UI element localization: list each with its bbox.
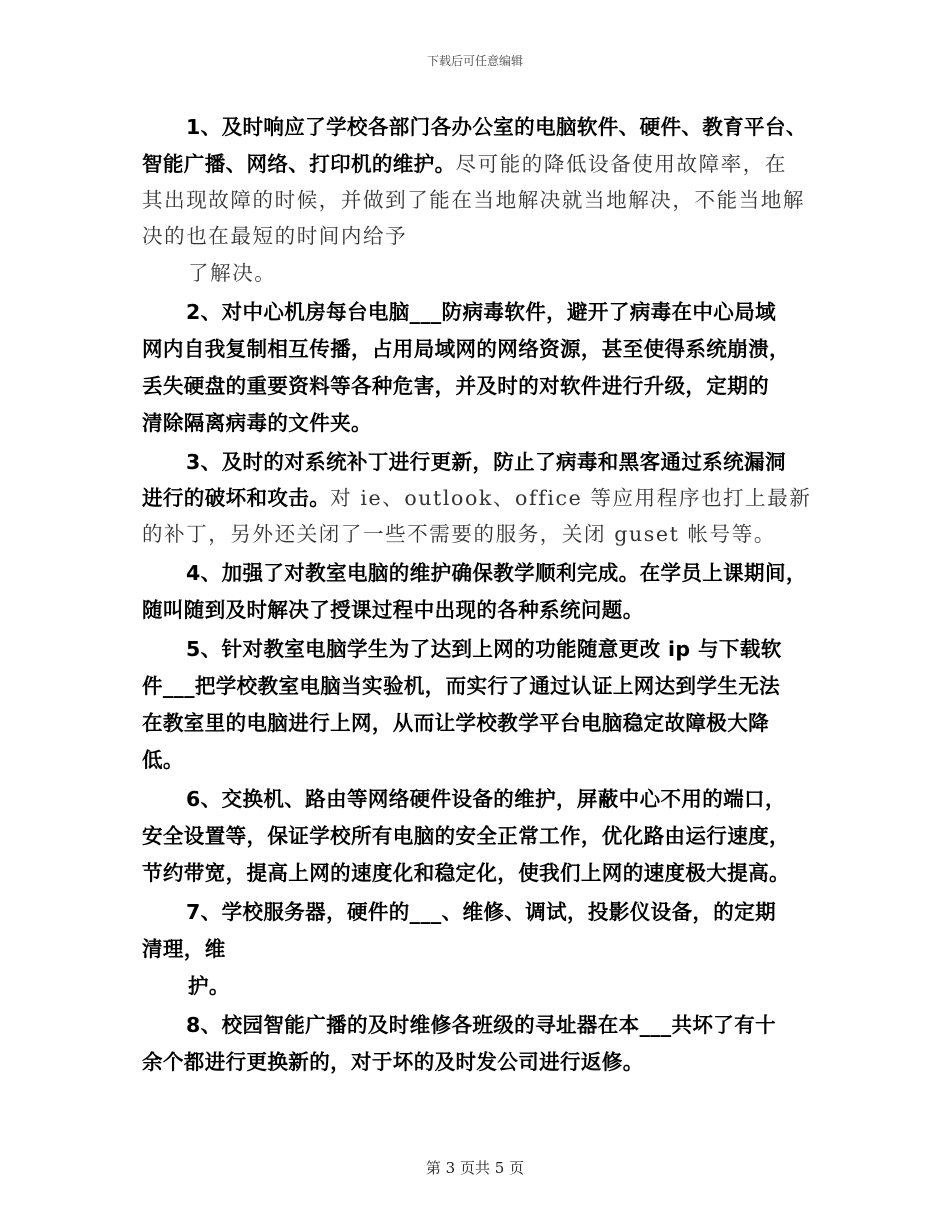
page-footer: 第 3 页共 5 页: [425, 1159, 525, 1177]
paragraph-4-line-1: 4、加强了对教室电脑的维护确保教学顺利完成。在学员上课期间，: [186, 561, 807, 585]
paragraph-1-line-5: 了解决。: [188, 261, 277, 285]
paragraph-6-line-1: 6、交换机、路由等网络硬件设备的维护，屏蔽中心不用的端口，: [186, 787, 786, 811]
paragraph-1-line-3: 其出现故障的时候，并做到了能在当地解决就当地解决，不能当地解: [142, 188, 805, 212]
paragraph-8-line-1: 8、校园智能广播的及时维修各班级的寻址器在本___共坏了有十: [186, 1013, 777, 1037]
paragraph-2-line-1: 2、对中心机房每台电脑___防病毒软件，避开了病毒在中心局域: [186, 300, 777, 324]
paragraph-5-line-4: 低。: [142, 748, 184, 772]
paragraph-2-line-2: 网内自我复制相互传播，占用局域网的网络资源，甚至使得系统崩溃，: [142, 337, 790, 361]
paragraph-7-line-1: 7、学校服务器，硬件的___、维修、调试，投影仪设备，的定期: [186, 900, 777, 924]
paragraph-6-line-2: 安全设置等，保证学校所有电脑的安全正常工作，优化路由运行速度，: [142, 824, 790, 848]
paragraph-2-line-3: 丢失硬盘的重要资料等各种危害，并及时的对软件进行升级，定期的: [142, 374, 769, 398]
paragraph-3-line-1: 3、及时的对系统补丁进行更新，防止了病毒和黑客通过系统漏洞: [186, 450, 786, 474]
paragraph-1-line-4: 决的也在最短的时间内给予: [142, 224, 408, 248]
paragraph-4-line-2: 随叫随到及时解决了授课过程中出现的各种系统问题。: [142, 598, 644, 622]
page-header: 下载后可任意编辑: [426, 54, 523, 68]
paragraph-7-line-3: 护。: [188, 974, 230, 998]
paragraph-8-line-2: 余个都进行更换新的，对于坏的及时发公司进行返修。: [142, 1050, 644, 1074]
paragraph-5-line-1: 5、针对教室电脑学生为了达到上网的功能随意更改 ip 与下载软: [186, 637, 782, 661]
paragraph-2-line-4: 清除隔离病毒的文件夹。: [142, 411, 372, 435]
paragraph-6-line-3: 节约带宽，提高上网的速度化和稳定化，使我们上网的速度极大提高。: [142, 861, 790, 885]
paragraph-1-line-1: 1、及时响应了学校各部门各办公室的电脑软件、硬件、教育平台、: [186, 115, 807, 139]
paragraph-5-line-3: 在教室里的电脑进行上网，从而让学校教学平台电脑稳定故障极大降: [142, 711, 769, 735]
paragraph-7-line-2: 清理，维: [142, 937, 226, 961]
paragraph-1-line-2: 智能广播、网络、打印机的维护。尽可能的降低设备使用故障率，在: [142, 152, 787, 176]
paragraph-3-line-2: 进行的破坏和攻击。对 ie、outlook、office 等应用程序也打上最新: [142, 486, 812, 510]
paragraph-3-line-3: 的补丁，另外还关闭了一些不需要的服务，关闭 guset 帐号等。: [142, 522, 776, 546]
paragraph-5-line-2: 件___把学校教室电脑当实验机，而实行了通过认证上网达到学生无法: [142, 674, 781, 698]
